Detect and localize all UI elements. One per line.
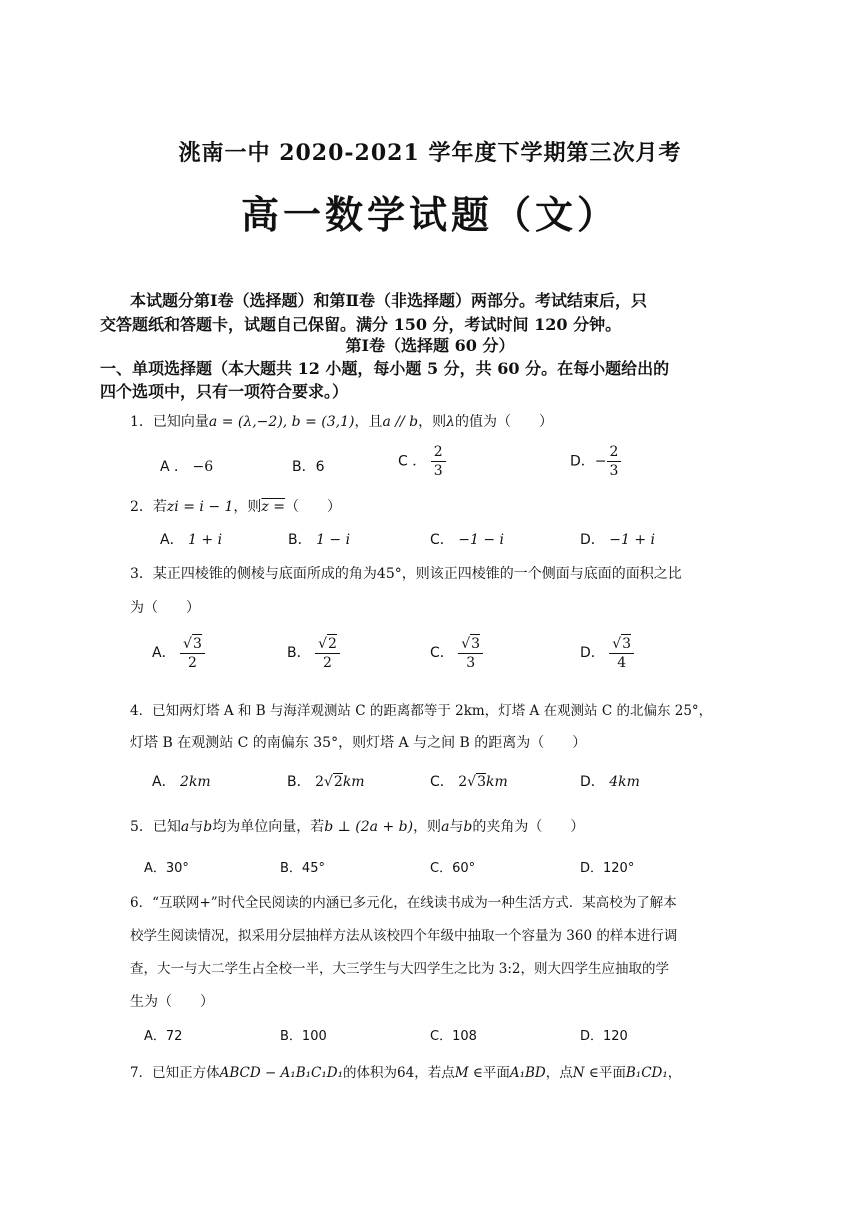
- q1-option-d-sign: −: [594, 453, 607, 470]
- q1-option-a: [160, 456, 213, 476]
- q1-option-d-numerator: 2: [607, 443, 622, 462]
- q3-option-b: [287, 634, 340, 672]
- q7-point-n: N ∈: [572, 1065, 599, 1081]
- q5-text-b: 与: [189, 819, 204, 835]
- q1-option-a-label: A ．: [160, 459, 189, 475]
- question-3-stem-line-2: 为（ ）: [130, 600, 200, 616]
- q1-text-b: ，且: [354, 414, 383, 430]
- q1-option-c-denominator: 3: [433, 463, 443, 479]
- q7-plane-a1bd: A₁BD: [509, 1065, 546, 1081]
- q3-option-d: [580, 634, 634, 672]
- q1-option-d-label: D．: [570, 453, 595, 470]
- q6-option-b: B．100: [280, 1029, 327, 1044]
- q2-option-b-value: 1 − i: [316, 532, 351, 548]
- q4-option-a-value: 2km: [180, 774, 211, 790]
- q4-option-d-label: D．: [580, 774, 605, 790]
- question-1-stem: [130, 411, 553, 431]
- q3-option-d-denominator: 4: [617, 655, 627, 671]
- q4-option-a: [152, 771, 211, 791]
- q5-vector-b-2: b: [463, 819, 473, 835]
- q5-text-f: 的夹角为（ ）: [472, 819, 585, 835]
- question-6-stem: 6．“互联网+”时代全民阅读的内涵已多元化，在线读书成为一种生活方式．某高校为了解本: [130, 895, 677, 911]
- q2-text-c: （ ）: [284, 499, 341, 515]
- q7-text-a: 7．已知正方体: [130, 1065, 220, 1081]
- q2-option-a-label: A．: [160, 532, 184, 548]
- q5-option-d: D．120°: [580, 861, 635, 876]
- q7-text-g: ，: [667, 1065, 682, 1081]
- q2-option-c: [430, 529, 504, 549]
- q5-text-d: ，则: [413, 819, 442, 835]
- question-6-stem-line-2: 校学生阅读情况，拟采用分层抽样方法从该校四个年级中抽取一个容量为 360 的样本进行调: [130, 928, 678, 944]
- q2-option-a-value: 1 + i: [188, 532, 223, 548]
- q4-option-b: B． 2√2km: [287, 774, 365, 790]
- q4-option-c-radicand: 3: [477, 774, 486, 790]
- q3-option-a: [152, 634, 205, 672]
- q1-vectors: a = (λ,−2), b = (3,1): [208, 414, 355, 430]
- q2-option-b-label: B．: [288, 532, 312, 548]
- q2-equation: zi = i − 1: [166, 499, 234, 515]
- q3-option-c-fraction: [458, 634, 483, 672]
- q5-text-e: 与: [449, 819, 464, 835]
- q6-option-c: C．108: [430, 1029, 477, 1044]
- q2-option-a: [160, 529, 222, 549]
- q4-option-c-label: C．: [430, 774, 454, 790]
- q1-lambda: λ: [446, 414, 455, 430]
- question-2-stem: [130, 496, 341, 516]
- question-6-stem-line-4: 生为（ ）: [130, 994, 214, 1010]
- q3-option-a-radicand: 3: [192, 636, 202, 652]
- q1-option-d: [570, 443, 621, 480]
- part-title: 第Ⅰ卷（选择题 60 分）: [345, 336, 515, 355]
- q2-option-c-value: −1 − i: [458, 532, 504, 548]
- q3-text-b: ，则该正四棱锥的一个侧面与底面的面积之比: [401, 566, 682, 582]
- q2-conjugate: z =: [261, 499, 285, 515]
- intro-line-2: 交答题纸和答题卡，试题自己保留。满分 150 分，考试时间 120 分钟。: [100, 315, 622, 334]
- q7-point-m: M ∈: [454, 1065, 483, 1081]
- q5-text-a: 5．已知: [130, 819, 181, 835]
- q1-text-a: 1．已知向量: [130, 414, 209, 430]
- section-heading-line-1: 一、单项选择题（本大题共 12 小题，每小题 5 分，共 60 分。在每小题给出的: [100, 359, 670, 378]
- q3-text-a: 3．某正四棱锥的侧棱与底面所成的角为: [130, 566, 377, 582]
- q2-text-b: ，则: [233, 499, 262, 515]
- q3-option-b-radicand: 2: [327, 636, 337, 652]
- q3-option-c-radicand: 3: [471, 636, 481, 652]
- q4-option-c-coefficient: 2: [458, 774, 468, 790]
- q4-option-d-value: 4km: [609, 774, 640, 790]
- q3-option-a-numerator: √3: [180, 634, 205, 654]
- q3-option-c-numerator: √3: [458, 634, 483, 654]
- q2-option-d-label: D．: [580, 532, 605, 548]
- q5-option-a: A．30°: [144, 861, 189, 876]
- question-4-stem: 4．已知两灯塔 A 和 B 与海洋观测站 C 的距离都等于 2km，灯塔 A 在观测站 C 的北偏东 25°，: [130, 703, 713, 719]
- q1-option-b-value: 6: [315, 459, 325, 475]
- intro-line-1: 本试题分第Ⅰ卷（选择题）和第Ⅱ卷（非选择题）两部分。考试结束后，只: [130, 291, 647, 310]
- question-7-stem: [130, 1061, 681, 1081]
- section-heading-line-2: 四个选项中，只有一项符合要求。）: [100, 382, 349, 401]
- q5-option-c: C．60°: [430, 861, 476, 876]
- q5-perpendicular: b ⊥ (2a + b): [324, 819, 414, 835]
- q5-option-b: B．45°: [280, 861, 325, 876]
- q3-option-a-fraction: [180, 634, 205, 672]
- q5-vector-a-2: a: [441, 819, 450, 835]
- q7-text-d: 平面: [482, 1065, 510, 1081]
- q5-text-c: 均为单位向量，若: [212, 819, 325, 835]
- q3-option-c-denominator: 3: [466, 655, 476, 671]
- q1-option-c-label: C ．: [398, 453, 427, 470]
- q4-option-c-unit: km: [486, 774, 508, 790]
- q1-option-d-fraction: [607, 443, 622, 480]
- q5-vector-b: b: [203, 819, 213, 835]
- q1-text-d: 的值为（ ）: [455, 414, 553, 430]
- question-4-stem-line-2: 灯塔 B 在观测站 C 的南偏东 35°，则灯塔 A 与之间 B 的距离为（ ）: [130, 735, 587, 751]
- q1-option-b-label: B．: [292, 459, 316, 475]
- q6-option-a: A．72: [144, 1029, 183, 1044]
- q1-option-d-denominator: 3: [609, 463, 619, 479]
- q7-text-e: ，点: [545, 1065, 573, 1081]
- q2-option-b: [288, 529, 350, 549]
- question-6-stem-line-3: 查，大一与大二学生占全校一半，大三学生与大四学生之比为 3:2，则大四学生应抽取的学: [130, 961, 670, 977]
- q3-option-b-label: B．: [287, 645, 311, 661]
- q3-option-d-radicand: 3: [622, 636, 632, 652]
- q3-option-d-numerator: √3: [609, 634, 634, 654]
- q3-option-c-label: C．: [430, 645, 454, 661]
- q1-option-c-numerator: 2: [431, 443, 446, 462]
- q3-option-a-label: A．: [152, 645, 176, 661]
- q4-option-a-label: A．: [152, 774, 176, 790]
- q4-option-b-unit: km: [342, 774, 365, 790]
- q2-option-d: [580, 529, 655, 549]
- q2-option-c-label: C．: [430, 532, 454, 548]
- q2-option-d-value: −1 + i: [609, 532, 655, 548]
- q7-cube: ABCD − A₁B₁C₁D₁: [219, 1065, 344, 1081]
- q3-option-b-denominator: 2: [323, 655, 332, 671]
- q3-option-b-fraction: [315, 634, 340, 672]
- q7-text-c: ，若点: [414, 1065, 455, 1081]
- question-5-stem: [130, 816, 584, 836]
- q4-option-b-radicand: 2: [333, 774, 343, 790]
- q1-option-a-value: −6: [192, 459, 214, 475]
- q1-option-b: [292, 456, 325, 476]
- q4-option-c: C． 2√3km: [430, 774, 508, 790]
- q2-text-a: 2．若: [130, 499, 167, 515]
- q3-angle: 45°: [376, 566, 402, 582]
- q3-option-c: [430, 634, 483, 672]
- q1-option-c-fraction: [431, 443, 446, 480]
- q4-option-b-coefficient: 2: [315, 774, 324, 790]
- q1-text-c: ，则: [418, 414, 447, 430]
- question-3-stem: [130, 563, 682, 583]
- q6-option-d: D．120: [580, 1029, 628, 1044]
- q7-volume: 64: [397, 1065, 415, 1081]
- q4-option-d: [580, 771, 640, 791]
- q3-option-a-denominator: 2: [187, 655, 197, 671]
- q4-option-b-label: B．: [287, 774, 311, 790]
- q7-plane-b1cd1: B₁CD₁: [625, 1065, 668, 1081]
- q3-option-d-label: D．: [580, 645, 605, 661]
- q7-text-b: 的体积为: [343, 1065, 398, 1081]
- q1-option-c: [398, 443, 446, 480]
- q1-parallel: a // b: [382, 414, 419, 430]
- q7-text-f: 平面: [598, 1065, 626, 1081]
- q5-vector-a: a: [180, 819, 190, 835]
- exam-title: 高一数学试题（文）: [240, 192, 619, 237]
- school-exam-line: 洮南一中 2020-2021 学年度下学期第三次月考: [178, 140, 682, 166]
- q3-option-d-fraction: [609, 634, 634, 672]
- q3-option-b-numerator: √2: [315, 634, 340, 654]
